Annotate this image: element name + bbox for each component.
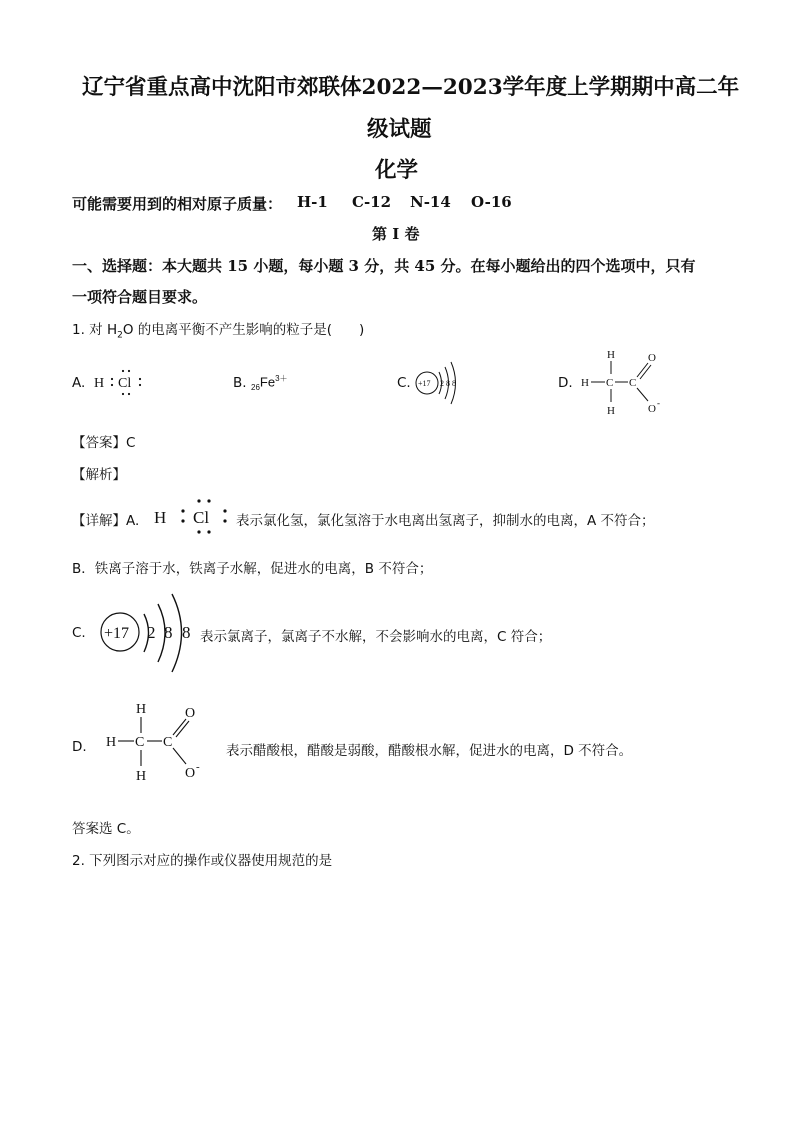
detail-chloride-shell-2: 8 [164,623,173,642]
atomic-masses-label: 可能需要用到的相对原子质量： [72,195,283,213]
chloride-nucleus-charge: +17 [418,379,431,388]
option-b-fe3-ion: $_{26}Fe^{3+}$ [251,374,288,392]
acetate-o-double: O [648,352,656,364]
option-a-hcl-electron-formula [92,368,152,398]
option-d-label: D. [558,375,573,391]
option-d-acetate-structure [578,346,674,418]
detail-hcl-cl: Cl [193,508,210,527]
option-c-label: C. [397,375,411,391]
detail-c-prefix: C. [72,625,86,641]
detail-acetate-o-single: O [185,766,196,781]
section-instructions-line-2: 一项符合题目要求。 [72,288,208,306]
chloride-shell-3: 8 [452,379,456,388]
atomic-mass-h: H-1 [297,193,328,211]
detail-d-acetate-structure [100,697,218,785]
atomic-mass-o: O-16 [471,193,512,211]
detail-acetate-charge: - [196,761,200,773]
section-instructions-line-1: 一、选择题：本大题共 15 小题，每小题 3 分，共 45 分。在每小题给出的四个选项中，只有 [72,257,696,275]
detail-acetate-c-1: C [135,735,145,750]
detail-acetate-h-top: H [136,702,147,717]
detail-a-prefix: 【详解】A. [72,513,140,529]
detail-hcl-h: H [154,508,167,527]
detail-acetate-h-bottom: H [136,769,147,784]
atomic-mass-n: N-14 [410,193,451,211]
acetate-h-left: H [581,377,589,389]
chloride-shell-2: 8 [446,379,450,388]
detail-acetate-o-double: O [185,706,196,721]
analysis-label: 【解析】 [72,467,126,483]
question-2-stem: 2. 下列图示对应的操作或仪器使用规范的是 [72,853,333,869]
detail-a-text: 表示氯化氢，氯化氢溶于水电离出氢离子，抑制水的电离，A 不符合； [236,513,655,529]
detail-acetate-c-2: C [163,735,173,750]
subject-title: 化学 [375,158,419,183]
detail-chloride-nucleus: +17 [104,625,130,642]
option-c-chloride-structure [414,358,468,410]
conclusion-text: 答案选 C。 [72,821,140,837]
atomic-mass-c: C-12 [352,193,392,211]
question-1-stem: 1. 对 $H_2O$ 的电离平衡不产生影响的粒子是( ) [72,322,365,341]
volume-heading: 第 I 卷 [372,225,420,243]
acetate-h-bottom: H [607,405,615,417]
detail-chloride-shell-1: 2 [147,623,156,642]
acetate-charge: - [657,398,660,408]
option-b-label: B. [233,375,247,391]
answer-line: 【答案】C [72,435,136,451]
detail-c-chloride-structure [98,590,200,676]
acetate-c-2: C [629,377,637,389]
acetate-o-single: O [648,403,656,415]
acetate-h-top: H [607,349,615,361]
detail-d-text: 表示醋酸根，醋酸是弱酸，醋酸根水解，促进水的电离，D 不符合。 [226,743,633,759]
chloride-shell-1: 2 [440,379,444,388]
option-a-label: A. [72,375,86,391]
detail-acetate-h-left: H [106,735,117,750]
detail-c-text: 表示氯离子，氯离子不水解，不会影响水的电离，C 符合； [200,629,552,645]
acetate-c-1: C [606,377,614,389]
detail-a-hcl-electron-formula [152,495,234,539]
hcl-cl-symbol: Cl [118,376,132,391]
hcl-h-symbol: H [94,376,105,391]
title-line-1: 辽宁省重点高中沈阳市郊联体2022—2023学年度上学期期中高二年 [82,75,740,100]
detail-d-prefix: D. [72,739,87,755]
detail-chloride-shell-3: 8 [182,623,191,642]
detail-b-text: B．铁离子溶于水，铁离子水解，促进水的电离，B 不符合； [72,561,433,577]
title-line-2: 级试题 [367,117,432,142]
